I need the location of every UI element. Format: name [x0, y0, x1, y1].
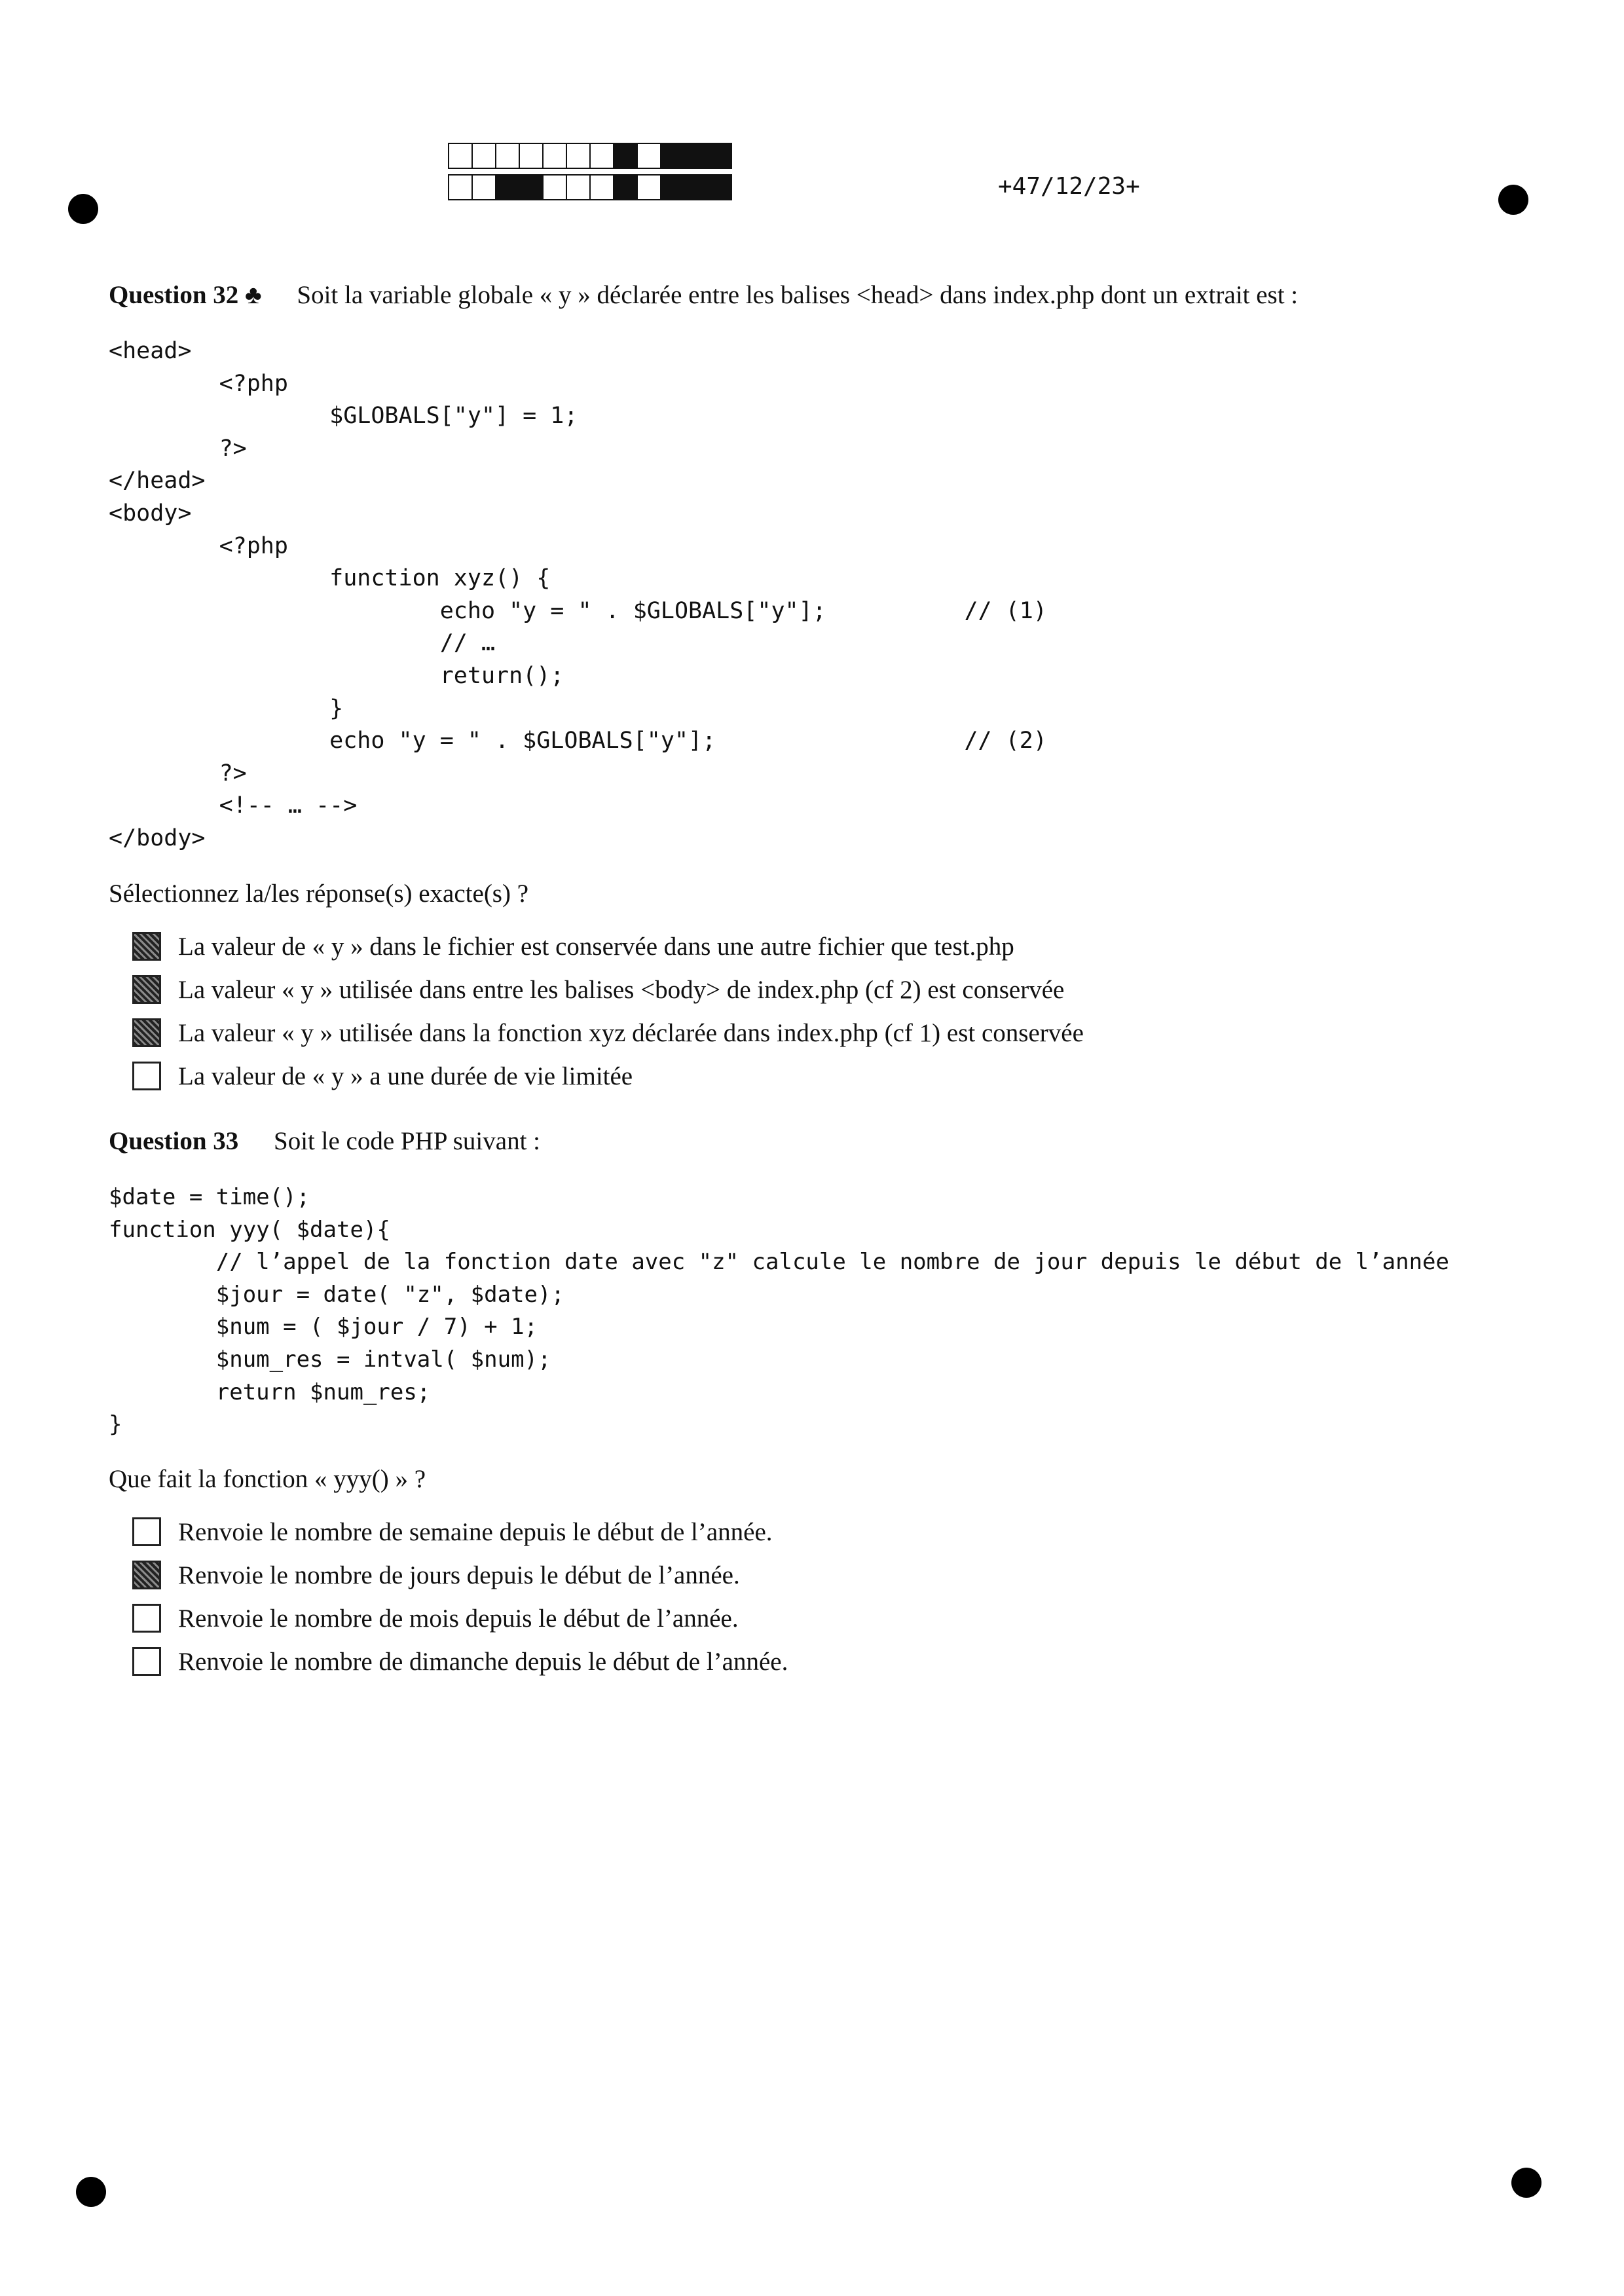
barcode-cell: [519, 174, 544, 200]
registration-mark-top-left: [68, 194, 98, 224]
question-32-header: [109, 280, 1298, 310]
answer-label: Renvoie le nombre de jours depuis le début de l’année.: [178, 1561, 740, 1589]
barcode-cell: [589, 143, 614, 169]
registration-mark-bottom-left: [76, 2177, 106, 2207]
question-32-answers: [132, 925, 1084, 1098]
answer-option[interactable]: [132, 1510, 788, 1553]
answer-checkbox[interactable]: [132, 1604, 161, 1633]
barcode-cell: [495, 174, 520, 200]
page-barcode-row-2: [448, 174, 731, 202]
answer-option[interactable]: [132, 1640, 788, 1683]
page-barcode-row-1: [448, 143, 731, 170]
barcode-cell: [707, 143, 732, 169]
barcode-cell: [495, 143, 520, 169]
answer-label: Renvoie le nombre de mois depuis le début de l’année.: [178, 1604, 739, 1633]
barcode-cell: [707, 174, 732, 200]
club-icon: ♣: [245, 281, 262, 309]
answer-checkbox[interactable]: [132, 932, 161, 961]
barcode-cell: [613, 143, 638, 169]
question-32-prompt: Sélectionnez la/les réponse(s) exacte(s) ?: [109, 880, 529, 908]
barcode-cell: [566, 143, 591, 169]
barcode-cell: [519, 143, 544, 169]
answer-label: Renvoie le nombre de dimanche depuis le début de l’année.: [178, 1647, 788, 1676]
answer-checkbox[interactable]: [132, 975, 161, 1004]
barcode-cell: [637, 174, 661, 200]
page-identifier: +47/12/23+: [998, 173, 1140, 200]
answer-label: Renvoie le nombre de semaine depuis le début de l’année.: [178, 1517, 773, 1546]
answer-checkbox[interactable]: [132, 1062, 161, 1090]
question-33-code: $date = time(); function yyy( $date){ // l’appel de la fonction date avec "z" calcule le nombre de jour depuis le début de l’année $jour = date( "z", $date); $num = ( $jour / 7) + 1; $num_res = intval( $num); return $num_res; }: [109, 1184, 1449, 1438]
answer-option[interactable]: [132, 1597, 788, 1640]
answer-option[interactable]: [132, 968, 1084, 1011]
answer-option[interactable]: [132, 1553, 788, 1597]
question-33-answers: [132, 1510, 788, 1683]
answer-checkbox[interactable]: [132, 1647, 161, 1676]
barcode-cell: [660, 143, 685, 169]
registration-mark-top-right: [1498, 185, 1528, 215]
answer-checkbox[interactable]: [132, 1018, 161, 1047]
answer-label: La valeur de « y » dans le fichier est conservée dans une autre fichier que test.php: [178, 932, 1014, 961]
answer-option[interactable]: [132, 1054, 1084, 1098]
barcode-cell: [542, 143, 567, 169]
barcode-cell: [471, 174, 496, 200]
barcode-cell: [684, 143, 709, 169]
answer-label: La valeur de « y » a une durée de vie limitée: [178, 1062, 633, 1090]
question-33-number: Question 33: [109, 1127, 239, 1155]
answer-checkbox[interactable]: [132, 1517, 161, 1546]
barcode-cell: [448, 143, 473, 169]
barcode-cell: [542, 174, 567, 200]
barcode-cell: [589, 174, 614, 200]
barcode-cell: [613, 174, 638, 200]
question-32-number: Question 32: [109, 281, 239, 309]
answer-label: La valeur « y » utilisée dans entre les balises <body> de index.php (cf 2) est conservée: [178, 975, 1065, 1004]
registration-mark-bottom-right: [1511, 2168, 1541, 2198]
barcode-cell: [448, 174, 473, 200]
question-33-header: [109, 1126, 540, 1156]
question-32-code: <head> <?php $GLOBALS["y"] = 1; ?> </head> <body> <?php function xyz() { echo "y = " . $GLOBALS["y"]; // (1) // … return(); } echo "y = " . $GLOBALS["y"]; // (2) ?> <!-- … --> </body>: [109, 338, 1047, 851]
answer-checkbox[interactable]: [132, 1561, 161, 1589]
answer-option[interactable]: [132, 1011, 1084, 1054]
answer-label: La valeur « y » utilisée dans la fonction xyz déclarée dans index.php (cf 1) est conservée: [178, 1018, 1084, 1047]
barcode-cell: [566, 174, 591, 200]
question-33-prompt: Que fait la fonction « yyy() » ?: [109, 1465, 426, 1493]
barcode-cell: [637, 143, 661, 169]
answer-option[interactable]: [132, 925, 1084, 968]
barcode-cell: [471, 143, 496, 169]
question-33-text: Soit le code PHP suivant :: [274, 1127, 540, 1155]
barcode-cell: [684, 174, 709, 200]
question-32-text: Soit la variable globale « y » déclarée entre les balises <head> dans index.php dont un extrait est :: [297, 281, 1299, 309]
barcode-cell: [660, 174, 685, 200]
